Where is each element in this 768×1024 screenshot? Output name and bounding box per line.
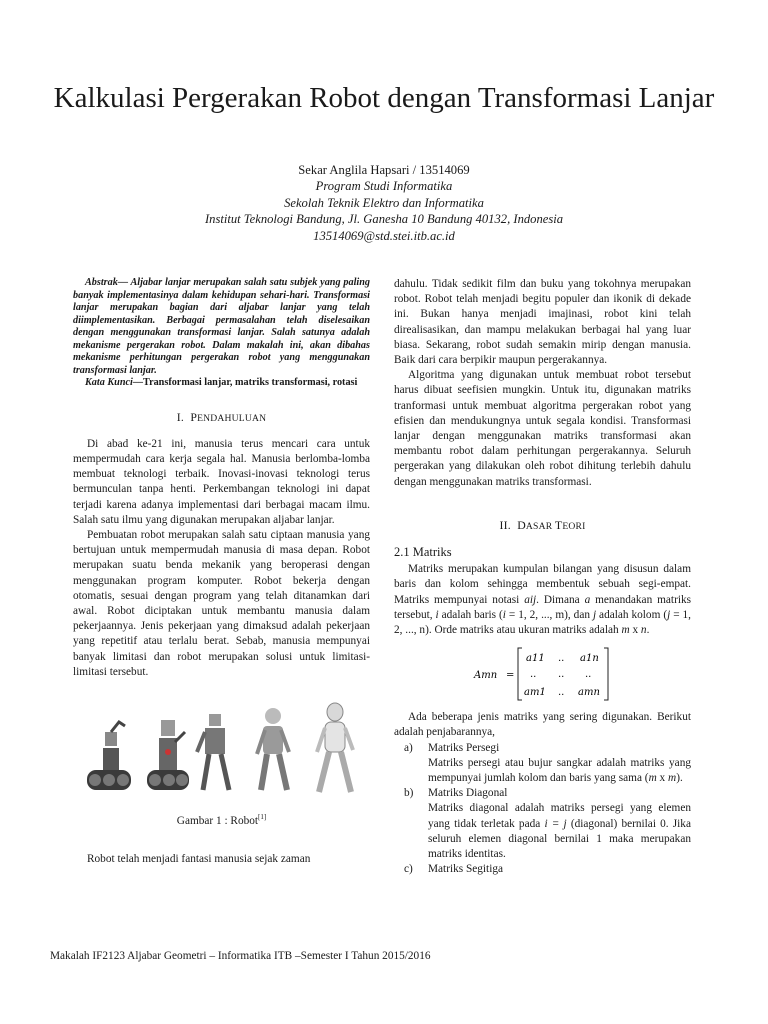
- right-column: [394, 277, 691, 878]
- matrix-cell: amn: [578, 687, 600, 699]
- paragraph: Pembuatan robot merupakan salah satu ciptaan manusia yang bertujuan untuk mempermudah manusia di masa depan. Robot merupakan suatu benda mekanik yang beroperasi dengan menggunakan program komputer. Robot bekerja dengan otomatis, sesuai dengan program yang telah ditanamkan dari awal. Robot diciptakan untuk membantu manusia dalam pekerjaannya. Jenis pekerjaan yang dimaksud adalah pekerjaan yang repetitif atau terlalu berat. Sebab, manusia mempunyai banyak limitasi dan robot merupakan solusi untuk limitasi-limitasi tersebut.: [73, 528, 370, 678]
- matrix-cell: a1n: [580, 653, 599, 665]
- matrix-equation: [394, 644, 691, 702]
- subsection-heading: 2.1 Matriks: [394, 545, 452, 560]
- matrix-cell: ..: [530, 669, 537, 681]
- list-item-body: Matriks diagonal adalah matriks persegi yang elemen yang tidak terletak pada i = j (diagonal) bernilai 0. Jika seluruh elemen diagonal bernilai 1 maka merupakan matriks identitas.: [428, 802, 691, 861]
- keywords: [73, 377, 370, 390]
- left-column: [73, 277, 370, 867]
- section-number: II.: [499, 517, 511, 532]
- section-title-rest: ENDAHULUAN: [197, 412, 267, 424]
- page-footer: Makalah IF2123 Aljabar Geometri – Informatika ITB –Semester I Tahun 2015/2016: [50, 950, 431, 962]
- section-title-initial: T: [554, 517, 563, 532]
- list-item-title: Matriks Persegi: [428, 741, 500, 754]
- author-email: 13514069@std.stei.itb.ac.id: [313, 228, 455, 243]
- robot-walker-2-icon: [257, 708, 289, 790]
- matrix-cell: ..: [585, 669, 592, 681]
- matrix-type-list: [394, 741, 691, 878]
- paragraph: Matriks merupakan kumpulan bilangan yang disusun dalam baris dan kolom sehingga membentuk sebuah segi-empat. Matriks mempunyai notasi aij. Dimana a menandakan matriks tersebut, i adalah baris (i = 1, 2, ..., m), dan j adalah kolom (j = 1, 2, ..., n). Orde matriks atau ukuran matriks adalah m x n.: [394, 563, 692, 637]
- matrix-cell: ..: [558, 687, 565, 699]
- list-marker: a): [404, 741, 413, 754]
- paragraph: Robot telah menjadi fantasi manusia sejak zaman: [87, 852, 311, 865]
- caption-ref: [1]: [258, 812, 267, 821]
- list-item-title: Matriks Diagonal: [428, 787, 508, 800]
- list-item-title: Matriks Segitiga: [428, 863, 503, 876]
- list-item: [394, 862, 691, 877]
- matrix-cell: ..: [558, 653, 565, 665]
- author-name: Sekar Anglila Hapsari / 13514069: [298, 163, 470, 177]
- svg-text:=: =: [506, 670, 515, 682]
- section-heading-1: [73, 410, 370, 426]
- caption-text: Gambar 1 : Robot: [176, 814, 259, 827]
- author-block: [40, 162, 728, 244]
- list-marker: b): [404, 787, 414, 800]
- robot-evolution-image: [85, 702, 365, 800]
- list-item-body: Matriks persegi atau bujur sangkar adalah matriks yang mempunyai jumlah kolom dan baris yang sama (m x m).: [428, 756, 691, 785]
- section-title-rest: EORI: [562, 520, 586, 532]
- section-heading-2: [394, 518, 691, 534]
- list-item: [394, 786, 691, 862]
- keywords-text: Transformasi lanjar, matriks transformasi, rotasi: [143, 377, 358, 388]
- paragraph: Ada beberapa jenis matriks yang sering digunakan. Berikut adalah penjabarannya,: [394, 711, 691, 739]
- paragraph: Algoritma yang digunakan untuk membuat robot tersebut harus dibuat seefisien mungkin. Untuk itu, digunakan matriks tranformasi untuk membuat algoritma pergerakan robot yang efisien dan mendukungnya untuk segala kondisi. Transformasi lanjar dengan menggunakan matriks transformasi akan membantu robot dalam perhitungan pergerakannya. Seluruh pergerakan yang dilakukan oleh robot dihitung terlebih dahulu dengan menggunakan matriks transformasi.: [394, 369, 691, 488]
- matrix-cell: am1: [524, 687, 546, 699]
- section-title-rest: ASAR: [525, 520, 555, 532]
- affiliation-school: Sekolah Teknik Elektro dan Informatika: [284, 195, 484, 210]
- robot-figure: [73, 702, 370, 800]
- list-item: [394, 741, 691, 787]
- keywords-label: Kata Kunci—: [85, 377, 144, 388]
- robot-walker-1-icon: [197, 714, 229, 790]
- section-number: I.: [176, 409, 185, 424]
- paragraph: dahulu. Tidak sedikit film dan buku yang tokohnya merupakan robot. Robot telah menjadi begitu populer dan ikonik di dekade ini. Bukan hanya menjadi imajinasi, robot kini telah direalisasikan, dan mampu melakukan berbagai hal yang luar biasa. Sekarang, robot sudah semakin mirip dengan manusia. Baik dari cara berpikir maupun pergerakannya.: [394, 278, 691, 367]
- abstract: Abstrak— Aljabar lanjar merupakan salah satu subjek yang paling banyak implementasinya dalam kehidupan sehari-hari. Transformasi lanjar merupakan bagian dari aljabar lanjar yang telah diimplementasikan. Berbagai permasalahan telah diselesaikan dengan menggunakan transformasi lanjar. Salah satunya adalah mekanisme pergerakan robot. Dalam makalah ini, akan dibahas mekanisme perhitungan pergerakan robot yang menggunakan transformasi lanjar.: [73, 277, 370, 376]
- figure-caption: [73, 810, 370, 829]
- matrix-cell: ..: [558, 669, 565, 681]
- robot-tracked-2-icon: [147, 720, 189, 790]
- matrix-cell: a11: [526, 653, 545, 665]
- paper-title: Kalkulasi Pergerakan Robot dengan Transformasi Lanjar: [53, 82, 715, 114]
- paragraph: Di abad ke-21 ini, manusia terus mencari cara untuk mempermudah cara kerja segala hal. Manusia berlomba-lomba membuat teknologi terbaik. Inovasi-inovasi teknologi terus bermunculan tanpa henti. Perkembangan teknologi ini dapat terjadi karena adanya implementasi dari berbagai macam ilmu. Salah satu ilmu yang digunakan merupakan aljabar lanjar.: [73, 437, 370, 526]
- robot-humanoid-icon: [317, 703, 353, 792]
- section-title-initial: D: [517, 517, 526, 532]
- matrix-lhs: Amn: [474, 670, 498, 682]
- robot-tracked-1-icon: [87, 722, 131, 790]
- affiliation-program: Program Studi Informatika: [315, 179, 453, 194]
- affiliation-institute: Institut Teknologi Bandung, Jl. Ganesha 10 Bandung 40132, Indonesia: [204, 212, 564, 227]
- list-marker: c): [404, 863, 413, 876]
- section-title-initial: P: [190, 409, 198, 424]
